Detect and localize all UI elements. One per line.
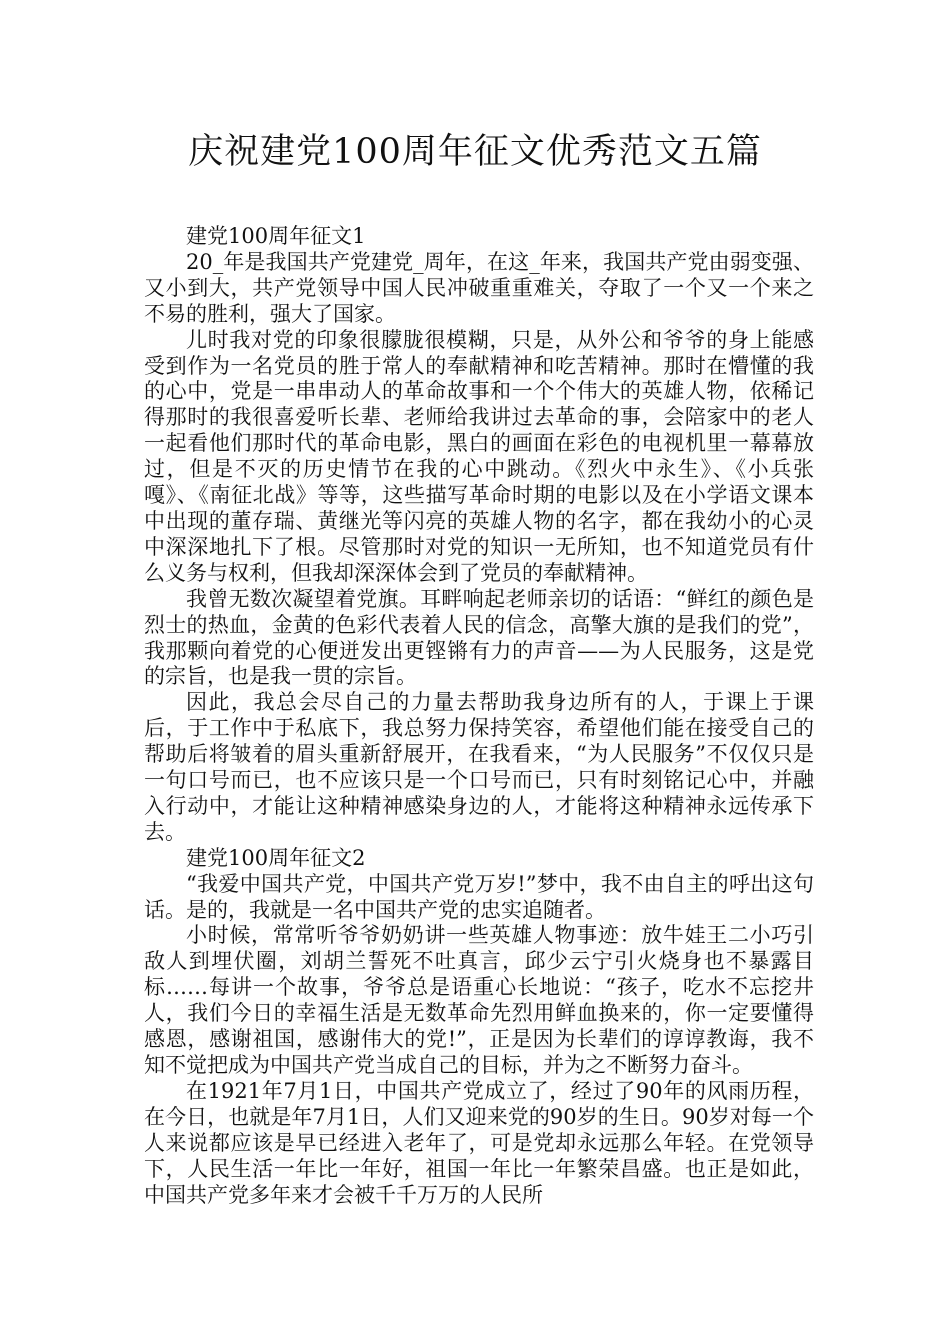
paragraph: 20_年是我国共产党建党_周年，在这_年来，我国共产党由弱变强、又小到大，共产党领导中国人民冲破重重难关，夺取了一个又一个来之不易的胜利，强大了国家。 xyxy=(144,249,814,326)
document-title: 庆祝建党100周年征文优秀范文五篇 xyxy=(188,132,762,172)
section-heading-2: 建党100周年征文2 xyxy=(186,845,366,870)
paragraph: 我曾无数次凝望着党旗。耳畔响起老师亲切的话语：“鲜红的颜色是烈士的热血，金黄的色彩代表着人民的信念，高擎大旗的是我们的党”，我那颗向着党的心便迸发出更铿锵有力的声音——为人民服务，这是党的宗旨，也是我一贯的宗旨。 xyxy=(144,586,814,689)
document-body xyxy=(144,224,814,1208)
paragraph: 儿时我对党的印象很朦胧很模糊，只是，从外公和爷爷的身上能感受到作为一名党员的胜于常人的奉献精神和吃苦精神。那时在懵懂的我的心中，党是一串串动人的革命故事和一个个伟大的英雄人物，依稀记得那时的我很喜爱听长辈、老师给我讲过去革命的事，会陪家中的老人一起看他们那时代的革命电影，黑白的画面在彩色的电视机里一幕幕放过，但是不灭的历史情节在我的心中跳动。《烈火中永生》、《小兵张嘎》、《南征北战》等等，这些描写革命时期的电影以及在小学语文课本中出现的董存瑞、黄继光等闪亮的英雄人物的名字，都在我幼小的心灵中深深地扎下了根。尽管那时对党的知识一无所知，也不知道党员有什么义务与权利，但我却深深体会到了党员的奉献精神。 xyxy=(144,327,814,585)
section-heading-1: 建党100周年征文1 xyxy=(186,224,366,248)
paragraph: 小时候，常常听爷爷奶奶讲一些英雄人物事迹：放牛娃王二小巧引敌人到埋伏圈，刘胡兰誓死不吐真言，邱少云宁引火烧身也不暴露目标……每讲一个故事，爷爷总是语重心长地说：“孩子，吃水不忘挖井人，我们今日的幸福生活是无数革命先烈用鲜血换来的，你一定要懂得感恩，感谢祖国，感谢伟大的党!”，正是因为长辈们的谆谆教诲，我不知不觉把成为中国共产党当成自己的目标，并为之不断努力奋斗。 xyxy=(144,923,814,1077)
paragraph: 因此，我总会尽自己的力量去帮助我身边所有的人，于课上于课后，于工作中于私底下，我总努力保持笑容，希望他们能在接受自己的帮助后将皱着的眉头重新舒展开，在我看来，“为人民服务”不仅仅只是一句口号而已，也不应该只是一个口号而已，只有时刻铭记心中，并融入行动中，才能让这种精神感染身边的人，才能将这种精神永远传承下去。 xyxy=(144,690,814,844)
paragraph: 在1921年7月1日，中国共产党成立了，经过了90年的风雨历程，在今日，也就是年7月1日，人们又迎来党的90岁的生日。90岁对每一个人来说都应该是早已经进入老年了，可是党却永远那么年轻。在党领导下，人民生活一年比一年好，祖国一年比一年繁荣昌盛。也正是如此，中国共产党多年来才会被千千万万的人民所 xyxy=(144,1078,814,1207)
paragraph: “我爱中国共产党，中国共产党万岁!”梦中，我不由自主的呼出这句话。是的，我就是一名中国共产党的忠实追随者。 xyxy=(144,871,814,922)
